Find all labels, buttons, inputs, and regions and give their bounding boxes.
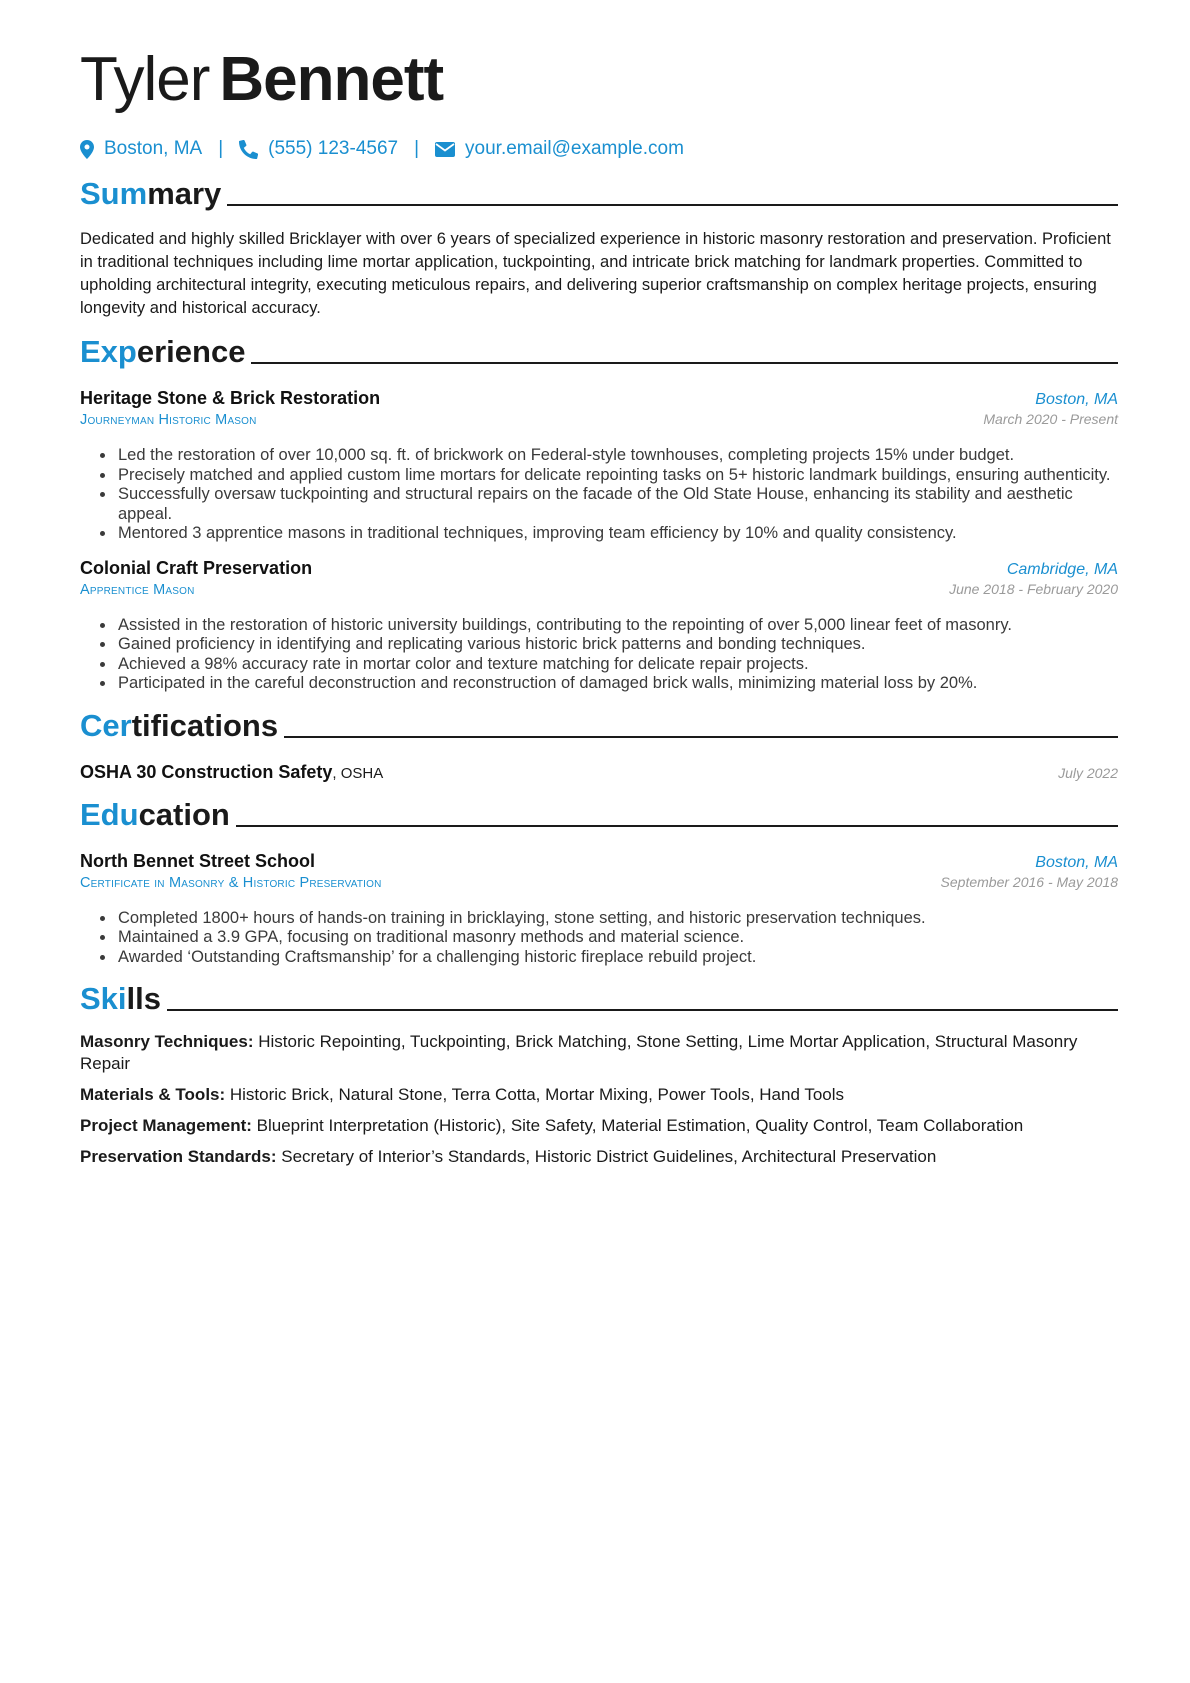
list-item: • Successfully oversaw tuckpointing and structural repairs on the facade of the Old State House, enhancing its stability and aesthetic appeal. bbox=[116, 485, 1118, 524]
list-item: • Participated in the careful deconstruction and reconstruction of damaged brick walls, minimizing material loss by 20%. bbox=[116, 674, 1118, 694]
certification-date: July 2022 bbox=[1058, 764, 1118, 781]
skill-row: Masonry Techniques: Historic Repointing, Tuckpointing, Brick Matching, Stone Setting, Lime Mortar Application, Structural Masonry Repair bbox=[80, 1032, 1078, 1073]
certification-issuer: , OSHA bbox=[332, 764, 384, 782]
certifications-heading: Certifications bbox=[80, 708, 1118, 744]
education-entry bbox=[80, 851, 1118, 968]
first-name: Tyler bbox=[80, 45, 210, 114]
experience-entry bbox=[80, 388, 1118, 544]
job-title: Journeyman Historic Mason bbox=[80, 412, 257, 428]
school-location: Boston, MA bbox=[1035, 853, 1118, 871]
job-dates: March 2020 - Present bbox=[983, 411, 1118, 427]
section-divider bbox=[251, 362, 1118, 364]
employer-location: Boston, MA bbox=[1035, 391, 1118, 408]
list-item: • Assisted in the restoration of historic university buildings, contributing to the repointing of over 5,000 linear feet of masonry. bbox=[116, 616, 1118, 636]
contact-phone[interactable] bbox=[239, 138, 398, 160]
job-bullets bbox=[80, 446, 1118, 544]
certification-entry bbox=[80, 762, 1118, 783]
list-item: • Led the restoration of over 10,000 sq. ft. of brickwork on Federal-style townhouses, completing projects 15% under budget. bbox=[116, 446, 1118, 466]
skill-row: Materials & Tools: Historic Brick, Natural Stone, Terra Cotta, Mortar Mixing, Power Tools, Hand Tools bbox=[80, 1085, 845, 1104]
section-divider bbox=[236, 825, 1118, 827]
section-divider bbox=[284, 736, 1118, 738]
skill-row: Project Management: Blueprint Interpretation (Historic), Site Safety, Material Estimation, Quality Control, Team Collaboration bbox=[80, 1116, 1024, 1135]
school-name: North Bennet Street School bbox=[80, 850, 316, 871]
education-bullets bbox=[80, 909, 1118, 968]
list-item: • Achieved a 98% accuracy rate in mortar color and texture matching for delicate repair projects. bbox=[116, 655, 1118, 675]
candidate-name bbox=[80, 42, 1118, 118]
summary-heading: Summary bbox=[80, 176, 1118, 212]
map-marker-icon bbox=[80, 140, 94, 159]
list-item: • Maintained a 3.9 GPA, focusing on traditional masonry methods and material science. bbox=[116, 928, 1118, 948]
contact-line bbox=[80, 136, 1118, 162]
last-name: Bennett bbox=[219, 45, 444, 114]
phone-icon bbox=[239, 140, 258, 159]
degree-title: Certificate in Masonry & Historic Preservation bbox=[80, 874, 382, 891]
education-heading: Education bbox=[80, 797, 1118, 833]
phone-text: (555) 123-4567 bbox=[268, 138, 399, 159]
experience-heading: Experience bbox=[80, 334, 1118, 370]
certification-name: OSHA 30 Construction Safety bbox=[80, 761, 333, 782]
list-item: • Completed 1800+ hours of hands-on training in bricklaying, stone setting, and historic preservation techniques. bbox=[116, 909, 1118, 929]
email-text: your.email@example.com bbox=[465, 138, 684, 159]
employer-name: Heritage Stone & Brick Restoration bbox=[80, 388, 381, 408]
contact-separator: | bbox=[218, 138, 224, 159]
skill-row: Preservation Standards: Secretary of Interior’s Standards, Historic District Guidelines, Architectural Preservation bbox=[80, 1147, 937, 1166]
contact-separator: | bbox=[414, 138, 420, 159]
contact-email[interactable] bbox=[435, 138, 684, 160]
location-text: Boston, MA bbox=[104, 138, 203, 159]
list-item: • Precisely matched and applied custom lime mortars for delicate repointing tasks on 5+ historic landmark buildings, ensuring authenticity. bbox=[116, 466, 1118, 486]
list-item: • Gained proficiency in identifying and replicating various historic brick patterns and bonding techniques. bbox=[116, 635, 1118, 655]
skills-heading: Skills bbox=[80, 981, 1118, 1017]
summary-text: Dedicated and highly skilled Bricklayer with over 6 years of specialized experience in historic masonry restoration and preservation. Proficient in traditional techniques including lime mortar application, tuckpointing, and intricate brick matching for landmark properties. Committed to upholding architectural integrity, executing meticulous repairs, and delivering superior craftsmanship on complex heritage projects, ensuring longevity and historical accuracy. bbox=[80, 230, 1111, 317]
employer-location: Cambridge, MA bbox=[1006, 560, 1118, 578]
envelope-icon bbox=[435, 142, 455, 157]
section-divider bbox=[167, 1009, 1118, 1011]
job-title: Apprentice Mason bbox=[80, 581, 195, 598]
skills-list bbox=[80, 1031, 1118, 1168]
experience-entry bbox=[80, 558, 1118, 694]
list-item: • Awarded ‘Outstanding Craftsmanship’ for a challenging historic fireplace rebuild project. bbox=[116, 948, 1118, 968]
contact-location bbox=[80, 138, 202, 160]
education-dates: September 2016 - May 2018 bbox=[940, 873, 1118, 890]
section-divider bbox=[227, 204, 1118, 206]
job-bullets bbox=[80, 616, 1118, 694]
employer-name: Colonial Craft Preservation bbox=[80, 557, 313, 578]
job-dates: June 2018 - February 2020 bbox=[949, 580, 1118, 597]
list-item: • Mentored 3 apprentice masons in traditional techniques, improving team efficiency by 10% and quality consistency. bbox=[116, 524, 1118, 544]
